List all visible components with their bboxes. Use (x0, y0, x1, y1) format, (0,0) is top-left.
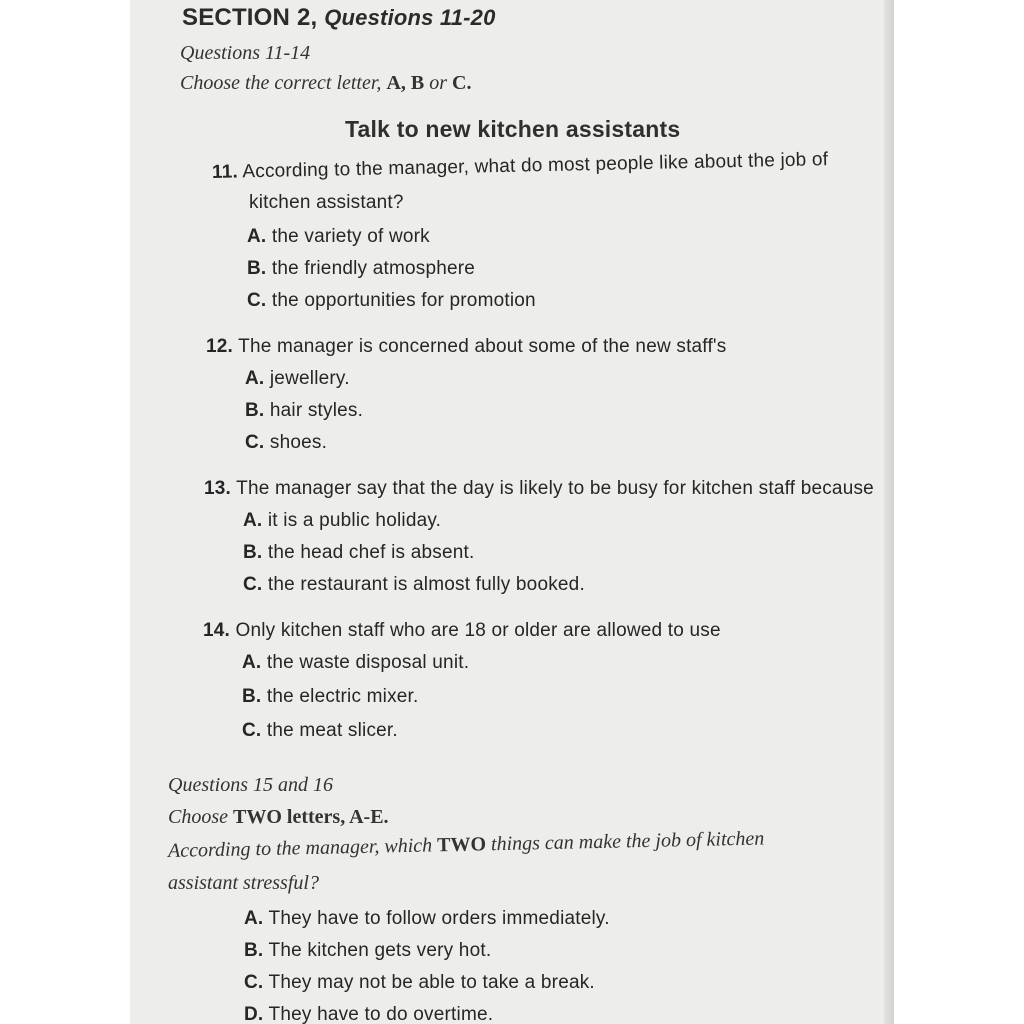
section-questions: Questions 11-20 (324, 5, 496, 30)
question-13-option-a: A. it is a public holiday. (243, 510, 442, 531)
section-label: SECTION 2, (182, 4, 318, 31)
part2-instruction-bold: TWO letters, A-E. (233, 806, 389, 828)
part2-range: Questions 15 and 16 (168, 774, 333, 796)
question-11-text (212, 149, 829, 184)
question-stem: The manager is concerned about some of the new staff's (238, 336, 727, 357)
question-14-option-c: C. the meat slicer. (242, 720, 398, 741)
question-12-option-a: A. jewellery. (245, 368, 350, 389)
book-page (130, 0, 894, 1024)
question-14-option-a: A. the waste disposal unit. (242, 652, 470, 673)
part2-instruction: Choose TWO letters, A-E. (168, 806, 389, 828)
section-heading (182, 4, 496, 32)
part2-question: According to the manager, which TWO things can make the job of kitchen (167, 827, 765, 862)
question-11-option-a: A. the variety of work (247, 226, 430, 247)
part2-option-b: B. The kitchen gets very hot. (244, 940, 492, 961)
question-13-text (204, 478, 874, 500)
question-12-option-b: B. hair styles. (245, 400, 364, 421)
right-margin (894, 0, 1024, 1024)
question-11-option-c: C. the opportunities for promotion (247, 290, 536, 311)
instruction-last: C. (452, 72, 472, 94)
page-gutter (884, 0, 894, 1024)
part2-question-line2: assistant stressful? (168, 872, 319, 894)
instruction-or: or (429, 72, 448, 94)
question-number: 14. (203, 620, 231, 641)
question-12-text (206, 336, 726, 358)
part2-option-a: A. They have to follow orders immediately. (244, 908, 610, 929)
question-stem: According to the manager, what do most people like about the job of (242, 149, 829, 183)
question-11-option-b: B. the friendly atmosphere (247, 258, 476, 279)
question-stem: Only kitchen staff who are 18 or older are allowed to use (235, 620, 721, 641)
question-14-option-b: B. the electric mixer. (242, 686, 419, 707)
intro-instruction (180, 72, 471, 95)
question-14-text (203, 620, 721, 642)
question-12-option-c: C. shoes. (245, 432, 328, 453)
question-number: 12. (206, 336, 234, 357)
question-number: 13. (204, 478, 232, 499)
part2-option-d: D. They have to do overtime. (244, 1004, 494, 1024)
intro-range: Questions 11-14 (180, 42, 311, 64)
question-13-option-c: C. the restaurant is almost fully booked. (243, 574, 585, 595)
left-margin (0, 0, 130, 1024)
instruction-pre: Choose the correct letter, (180, 72, 382, 94)
question-13-option-b: B. the head chef is absent. (243, 542, 475, 563)
instruction-letters: A, B (386, 72, 425, 94)
page-title: Talk to new kitchen assistants (345, 116, 681, 142)
question-stem: The manager say that the day is likely to be busy for kitchen staff because (236, 478, 874, 499)
question-number: 11. (211, 161, 239, 183)
part2-option-c: C. They may not be able to take a break. (244, 972, 595, 993)
part2-question-bold: TWO (436, 833, 487, 857)
question-11-text-line2: kitchen assistant? (249, 192, 404, 213)
